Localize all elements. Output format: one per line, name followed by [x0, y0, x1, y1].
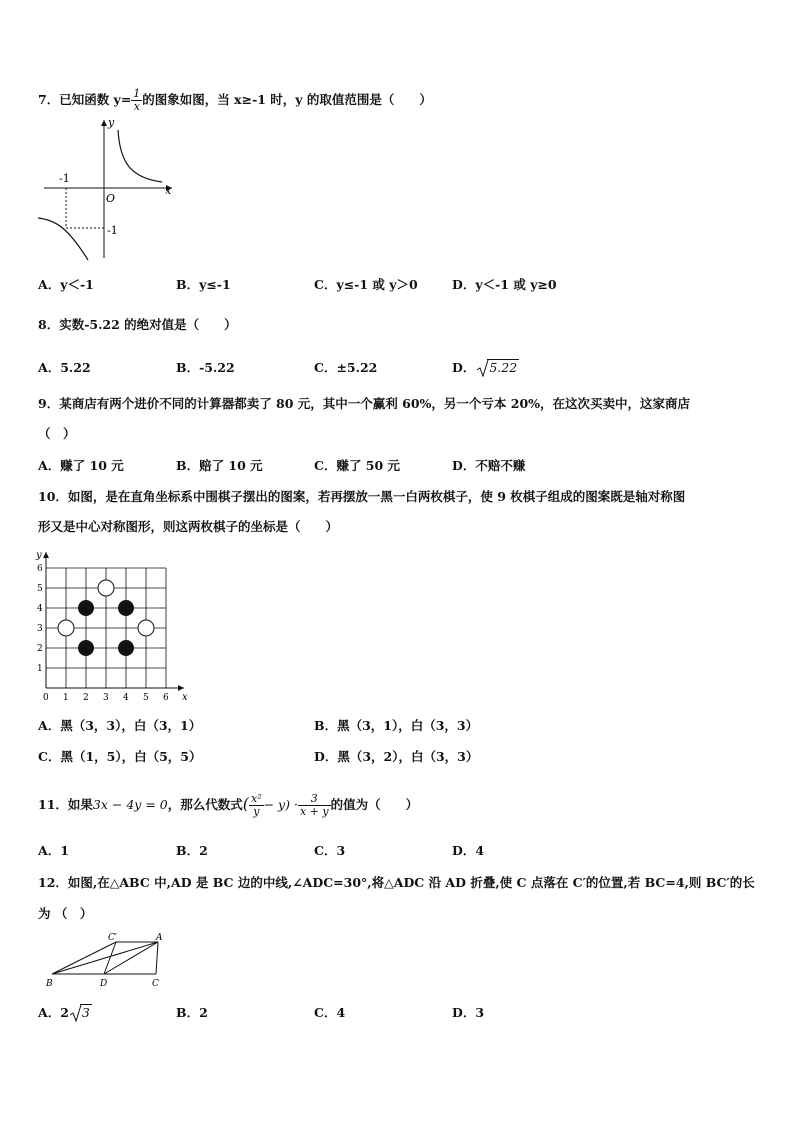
q7-option-c: C．y≤-1 或 y＞0 [314, 277, 418, 292]
q10-option-b: B．黑（3，1），白（3，3） [314, 718, 479, 733]
q12-line-ba [52, 942, 158, 974]
q10-y-tick: 1 [37, 664, 43, 674]
q11-equation: 3x − 4y = 0 [92, 797, 168, 812]
q7-option-a: A．y＜-1 [38, 277, 94, 292]
q7-option-d: D．y＜-1 或 y≥0 [452, 277, 557, 292]
q7-x-label: x [165, 184, 172, 197]
q10-y-tick: 6 [37, 564, 43, 574]
q7-option-b: B．y≤-1 [176, 277, 231, 292]
q12-sqrt [70, 1005, 92, 1021]
q10-x-tick: 4 [123, 693, 129, 703]
q8-sqrt-radicand: 5.22 [489, 360, 518, 375]
q11-text-a: 11．如果 [38, 797, 93, 812]
q11-expr-frac-den: y [253, 805, 260, 818]
q12-sqrt-sign [70, 1004, 82, 1022]
q11-stem [38, 784, 418, 825]
q10-grid-figure [34, 548, 194, 706]
q12-option-b: B．2 [176, 1005, 208, 1020]
q12-stem-line1: 12．如图,在△ABC 中,AD 是 BC 边的中线,∠ADC=30°,将△ADC 沿 AD 折叠,使 C 点落在 C′的位置,若 BC=4,则 BC′的长 [38, 875, 755, 890]
q7-text-b: 的图象如图，当 x≥-1 时，y 的取值范围是（ ） [142, 92, 432, 107]
q10-option-c: C．黑（1，5），白（5，5） [38, 749, 202, 764]
q12-label-b: B [46, 979, 53, 989]
q12-label-a: A [156, 933, 163, 943]
q7-tick-y: -1 [107, 224, 118, 237]
q10-y-tick: 3 [37, 624, 43, 634]
q8-option-c: C．±5.22 [314, 360, 378, 375]
q11-expr-frac [249, 793, 264, 818]
q12-option-c: C．4 [314, 1005, 346, 1020]
q10-y-tick: 2 [37, 644, 43, 654]
q12-stem-line2: 为 （ ） [38, 906, 93, 921]
q7-y-label: y [108, 116, 115, 129]
q12-option-a [38, 1005, 92, 1021]
q9-option-a: A．赚了 10 元 [38, 458, 124, 473]
q10-black-stone [118, 600, 134, 616]
q10-white-stone [58, 620, 74, 636]
q11-text-c: 的值为（ ） [330, 797, 419, 812]
q10-y-arrow [43, 552, 49, 558]
q10-white-stone [98, 580, 114, 596]
q7-text-a: 已知函数 y= [59, 92, 132, 107]
q8-option-d-label: D． [452, 360, 476, 375]
q7-origin-label: O [106, 192, 116, 205]
q9-option-d: D．不赔不赚 [452, 458, 526, 473]
q9-stem-line1: 9．某商店有两个进价不同的计算器都卖了 80 元，其中一个赢利 60%，另一个亏本 20%，在这次买卖中，这家商店 [38, 396, 691, 411]
q10-stem-line2: 形又是中心对称图形，则这两枚棋子的坐标是（ ） [38, 519, 339, 534]
q7-stem [38, 88, 432, 113]
q11-expr-frac2-den: x + y [299, 805, 329, 818]
q11-option-d: D．4 [452, 843, 485, 858]
q10-white-stone [138, 620, 154, 636]
q8-option-b: B．-5.22 [176, 360, 235, 375]
q9-stem-line2: （ ） [38, 426, 76, 441]
q10-x-tick: 0 [43, 693, 49, 703]
q10-x-tick: 1 [63, 693, 69, 703]
q10-x-tick: 3 [103, 693, 109, 703]
q7-number: 7． [38, 92, 60, 107]
q9-option-c: C．赚了 50 元 [314, 458, 401, 473]
q7-frac-den: x [133, 100, 140, 113]
q12-figure [44, 932, 174, 990]
q11-expr-open: ( [242, 794, 249, 813]
q10-stem-line1: 10．如图，是在直角坐标系中围棋子摆出的图案，若再摆放一黑一白两枚棋子，使 9 枚棋子组成的图案既是轴对称图 [38, 489, 686, 504]
q10-black-stone [78, 640, 94, 656]
q8-option-d [452, 360, 519, 376]
q8-sqrt [477, 360, 519, 376]
q11-expr-frac2 [298, 793, 331, 818]
q12-label-c: C [152, 979, 159, 989]
q10-y-tick: 5 [37, 584, 43, 594]
q10-x-tick: 6 [163, 693, 169, 703]
q10-black-stone [118, 640, 134, 656]
q10-option-d: D．黑（3，2），白（3，3） [314, 749, 479, 764]
q10-x-label: x [182, 692, 188, 703]
q11-text-b: ，那么代数式 [167, 797, 243, 812]
q12-line-ac [156, 942, 158, 974]
q11-option-b: B．2 [176, 843, 208, 858]
q11-expr-frac2-num: 3 [298, 793, 331, 806]
q8-sqrt-sign [477, 359, 489, 377]
q7-curve-negative [38, 218, 88, 260]
q9-option-b: B．赔了 10 元 [176, 458, 263, 473]
q11-option-a: A．1 [38, 843, 69, 858]
q10-y-label: y [36, 550, 42, 561]
q10-option-a: A．黑（3，3），白（3，1） [38, 718, 202, 733]
q8-option-a: A．5.22 [38, 360, 91, 375]
q7-curve-positive [118, 130, 162, 182]
q11-expr-frac-num: x² [250, 792, 262, 805]
q7-frac-num: 1 [133, 87, 141, 100]
q10-x-tick: 5 [143, 693, 149, 703]
q12-option-d: D．3 [452, 1005, 485, 1020]
q8-stem: 8．实数-5.22 的绝对值是（ ） [38, 317, 237, 332]
q12-label-d: D [100, 979, 108, 989]
q12-label-c-prime: C′ [108, 933, 117, 943]
q11-expr-minus: − y) · [263, 797, 298, 812]
q7-fraction [131, 88, 142, 113]
q12-sqrt-radicand: 3 [81, 1005, 90, 1020]
q10-x-arrow [178, 685, 184, 691]
q7-graph [36, 116, 176, 264]
q12-line-da [104, 942, 158, 974]
q11-option-c: C．3 [314, 843, 346, 858]
q10-black-stone [78, 600, 94, 616]
q7-tick-x: -1 [59, 172, 70, 185]
q7-y-arrow [101, 120, 107, 126]
q10-x-tick: 2 [83, 693, 89, 703]
q12-option-a-label: A．2 [38, 1005, 69, 1020]
q10-y-tick: 4 [37, 604, 43, 614]
